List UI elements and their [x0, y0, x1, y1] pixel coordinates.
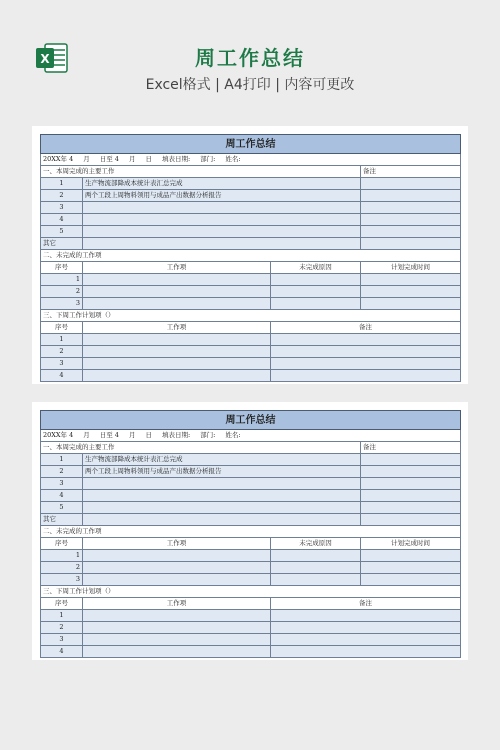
section-title: 二、未完成的工作项	[41, 250, 461, 262]
section-title: 三、下周工作计划项（）	[41, 310, 461, 322]
info-row: 20XX年 4 月 日至 4 月 日 填表日期: 部门: 姓名:	[41, 430, 461, 442]
section-title: 一、本周完成的主要工作	[41, 442, 361, 454]
section-title: 二、未完成的工作项	[41, 526, 461, 538]
other-label: 其它	[41, 238, 83, 250]
summary-table: 周工作总结 20XX年 4 月 日至 4 月 日 填表日期: 部门: 姓名: 一、本周完成的主要工作 备注 1 生产物流部降成本统计表汇总完成 2 两个工段上周物料领用与成品产出数据分析报告 3 4 5 其它 二、未完成的工作项 序号 工作项 未完成原因 计划完成时间 1 2 3 三、下周工作计划项（） 序号 工作项 备注 1 2 3 4	[40, 134, 461, 382]
note-header: 备注	[361, 166, 461, 178]
section-title: 一、本周完成的主要工作	[41, 166, 361, 178]
summary-table: 周工作总结 20XX年 4 月 日至 4 月 日 填表日期: 部门: 姓名: 一、本周完成的主要工作 备注 1 生产物流部降成本统计表汇总完成 2 两个工段上周物料领用与成品产出数据分析报告 3 4 5 其它 二、未完成的工作项 序号 工作项 未完成原因 计划完成时间 1 2 3 三、下周工作计划项（） 序号 工作项 备注 1 2 3 4	[40, 410, 461, 658]
info-row: 20XX年 4 月 日至 4 月 日 填表日期: 部门: 姓名:	[41, 154, 461, 166]
sheet-title: 周工作总结	[41, 411, 461, 430]
svg-text:X: X	[40, 52, 50, 66]
note-header: 备注	[361, 442, 461, 454]
section-title: 三、下周工作计划项（）	[41, 586, 461, 598]
sheet-preview	[32, 402, 468, 660]
page-header	[0, 0, 500, 110]
page-title: 周工作总结	[195, 46, 305, 70]
sheet-title: 周工作总结	[41, 135, 461, 154]
page-subtitle: Excel格式 | A4打印 | 内容可更改	[145, 77, 355, 93]
other-label: 其它	[41, 514, 83, 526]
sheet-preview	[32, 126, 468, 384]
